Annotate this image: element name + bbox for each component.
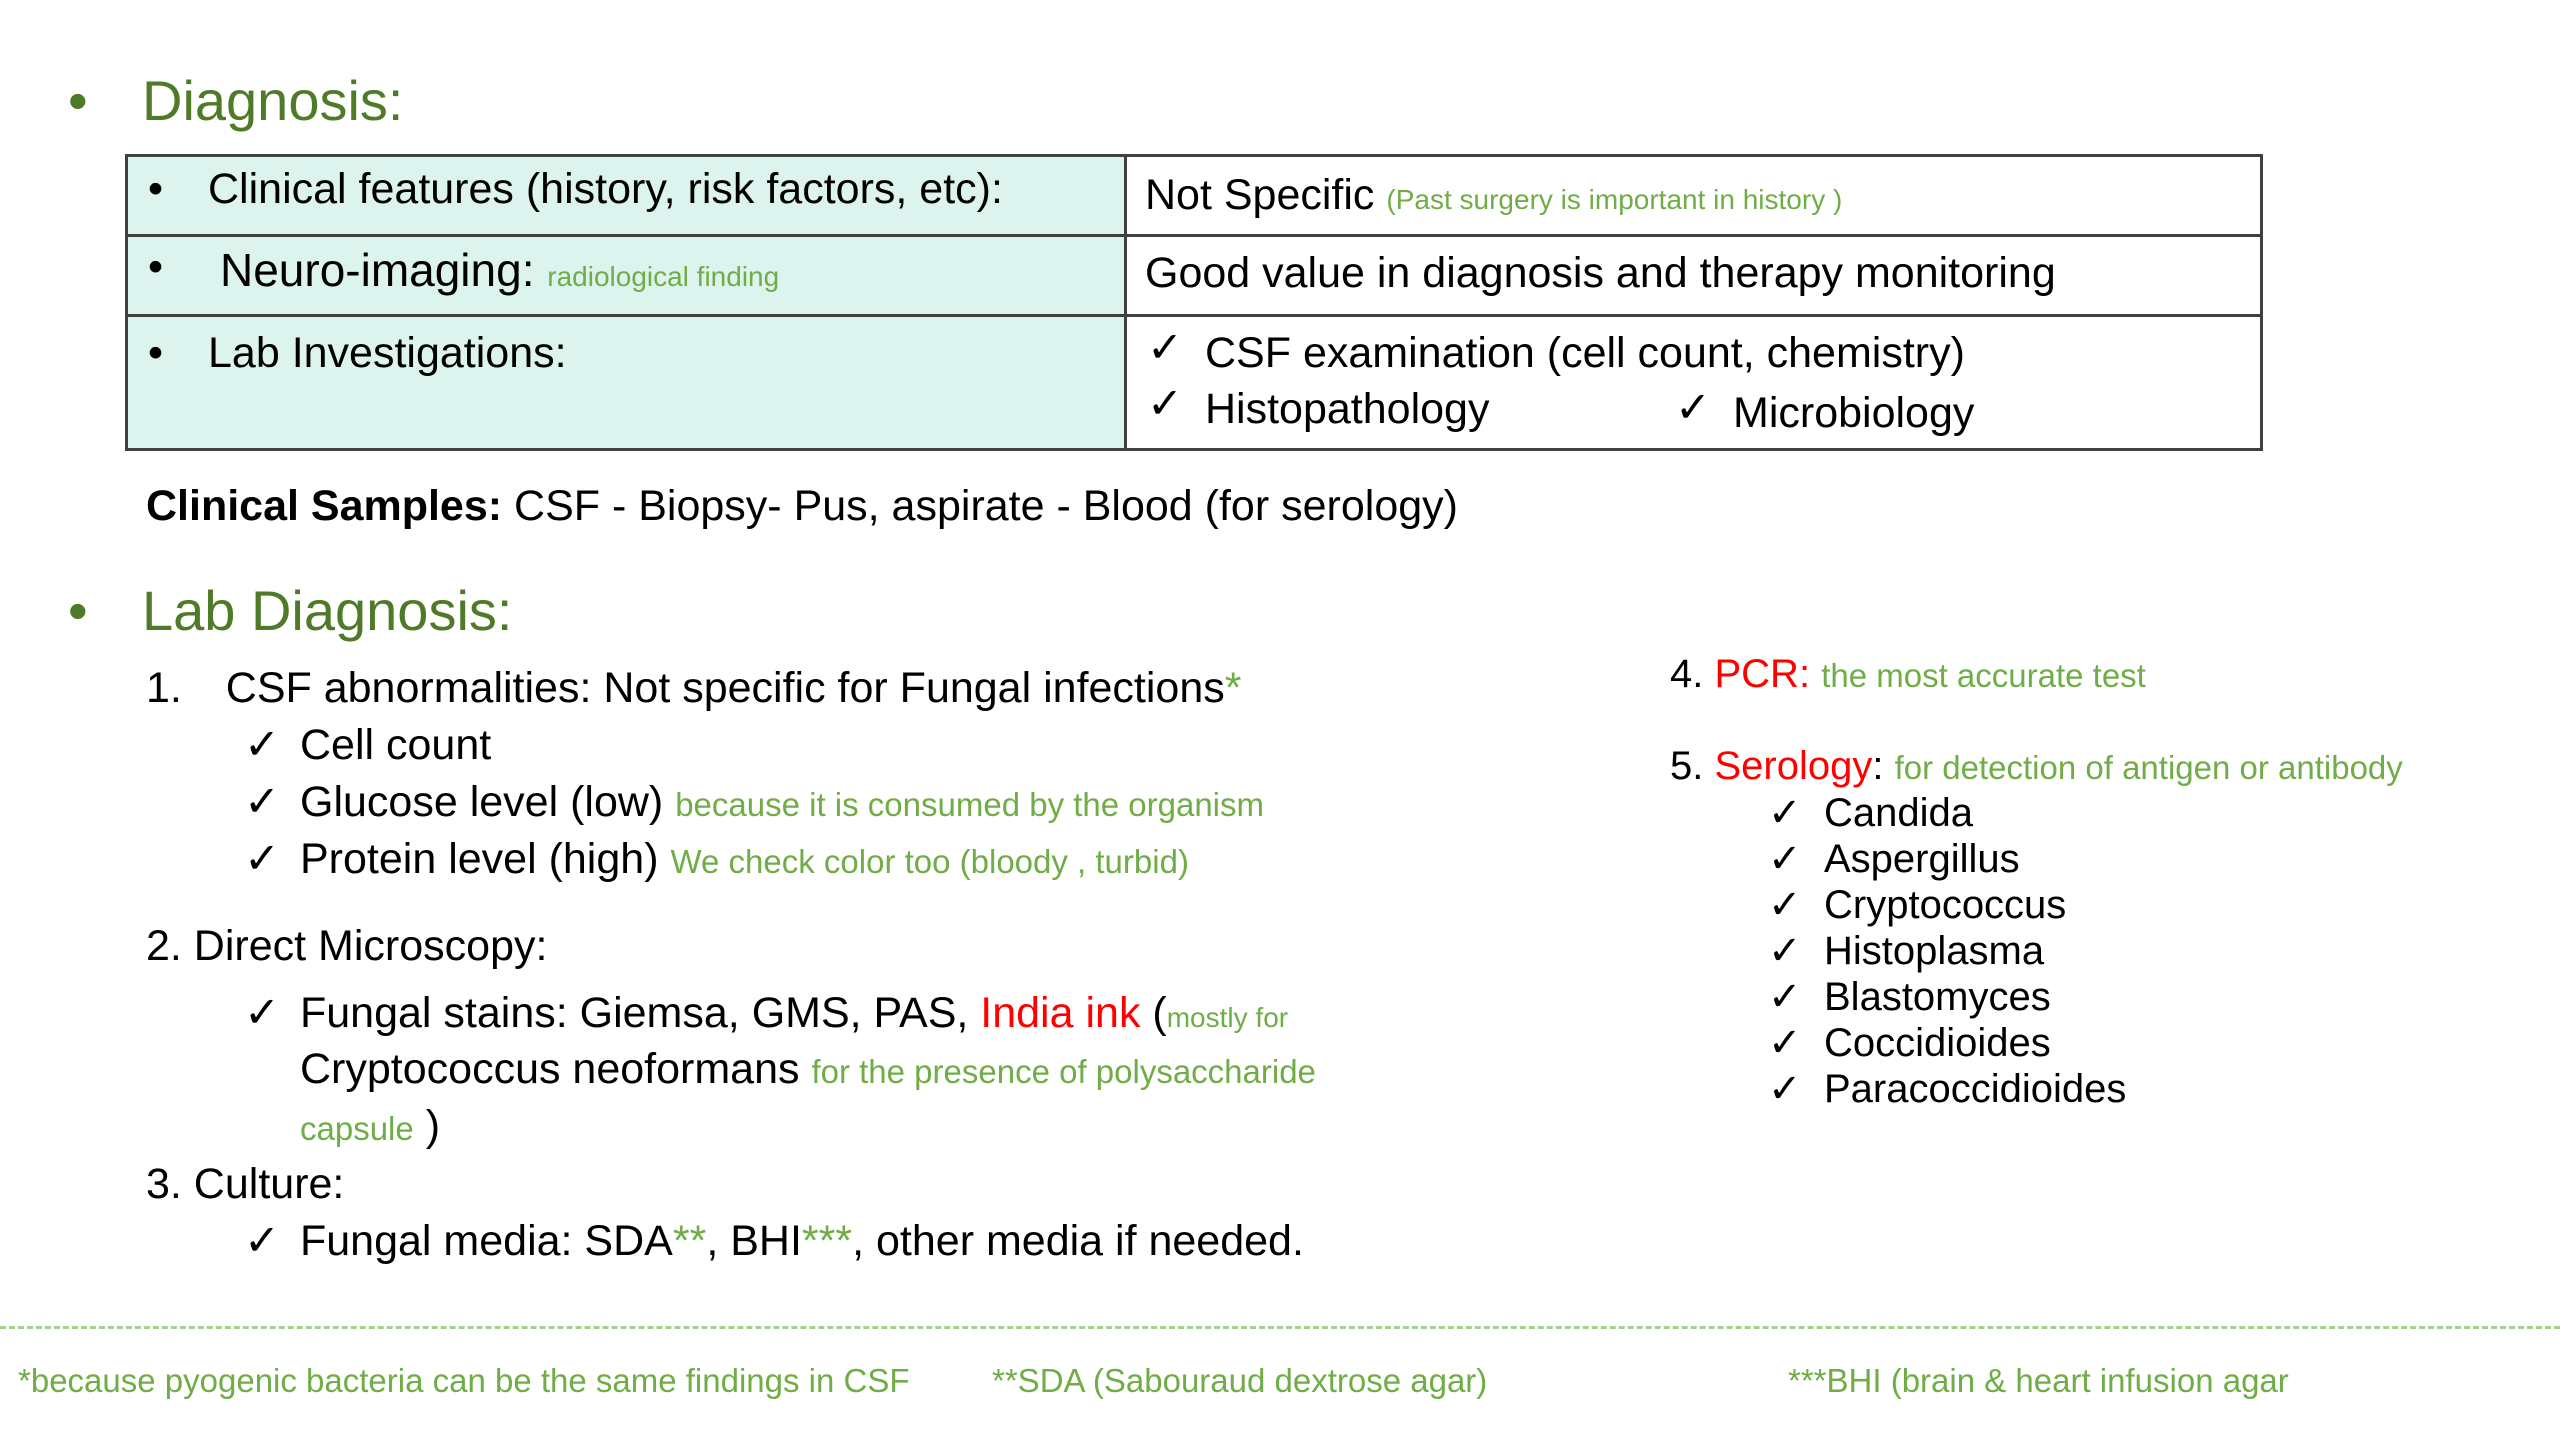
sda-stars: **: [672, 1217, 707, 1265]
check-icon: ✓: [1147, 380, 1184, 428]
table-cell: [1126, 316, 2262, 450]
past-surgery-note: (Past surgery is important in history ): [1386, 184, 1843, 215]
check-icon: ✓: [244, 835, 281, 883]
pcr-line: [1670, 652, 2146, 697]
media-prefix: Fungal media: SDA: [300, 1217, 673, 1265]
list-item: [1768, 882, 2066, 928]
check-icon: ✓: [1768, 791, 1802, 835]
table-cell: [127, 156, 1126, 236]
clinical-features-label: Clinical features (history, risk factors, etc):: [208, 165, 1003, 213]
bullet: •: [148, 243, 164, 291]
direct-microscopy-title: 2. Direct Microscopy:: [146, 922, 548, 970]
serology-item: Aspergillus: [1824, 837, 2020, 881]
list-item: [1768, 974, 2051, 1020]
diagnosis-heading: Diagnosis:: [142, 69, 404, 132]
serology-note: for detection of antigen or antibody: [1894, 749, 2403, 786]
clinical-samples-label: Clinical Samples:: [146, 482, 503, 530]
glucose-note: because it is consumed by the organism: [675, 786, 1264, 823]
footnote-csf: *because pyogenic bacteria can be the same findings in CSF: [18, 1362, 910, 1399]
footnote-bhi: ***BHI (brain & heart infusion agar: [1788, 1362, 2289, 1399]
clinical-samples-text: CSF - Biopsy- Pus, aspirate - Blood (for serology): [502, 482, 1458, 530]
table-row: [127, 316, 2262, 450]
list-item: [1768, 790, 1973, 836]
crypto-line: [300, 1045, 1316, 1094]
crypto-text: Cryptococcus neoformans: [300, 1045, 800, 1093]
microbiology-item: Microbiology: [1733, 389, 1975, 437]
mostly-for-note: mostly for: [1166, 1002, 1289, 1033]
check-icon: ✓: [244, 778, 281, 826]
diagnosis-table: [125, 154, 2263, 451]
bhi-text: , BHI: [706, 1217, 802, 1265]
check-icon: ✓: [1768, 1021, 1802, 1065]
list-item: [244, 1216, 1304, 1266]
histopathology-item: Histopathology: [1205, 385, 1490, 433]
check-icon: ✓: [1675, 384, 1712, 432]
diagnosis-bullet: •: [68, 69, 88, 132]
check-icon: ✓: [1768, 837, 1802, 881]
check-icon: ✓: [1768, 1067, 1802, 1111]
media-suffix: , other media if needed.: [852, 1217, 1304, 1265]
csf-examination-item: CSF examination (cell count, chemistry): [1205, 329, 1965, 377]
pcr-note: the most accurate test: [1821, 657, 2146, 694]
table-cell: [127, 236, 1126, 316]
culture-title: 3. Culture:: [146, 1160, 345, 1208]
check-icon: ✓: [1147, 324, 1184, 372]
presence-note: for the presence of polysaccharide: [811, 1053, 1316, 1090]
serology-label: Serology: [1714, 744, 1873, 788]
footnote-sda: **SDA (Sabouraud dextrose agar): [992, 1362, 1488, 1399]
pcr-number: 4.: [1670, 652, 1704, 696]
glucose-item: Glucose level (low): [300, 778, 664, 826]
table-cell: [1126, 236, 2262, 316]
lab-diagnosis-bullet: •: [68, 579, 88, 642]
lab-diagnosis-heading: Lab Diagnosis:: [142, 579, 513, 642]
list-item: [244, 720, 491, 770]
bullet: •: [148, 165, 164, 213]
check-icon: ✓: [244, 989, 281, 1037]
serology-item: Coccidioides: [1824, 1021, 2051, 1065]
check-icon: ✓: [244, 721, 281, 769]
csf-abnormalities-line: [146, 664, 1242, 713]
paren-open: (: [1140, 989, 1167, 1037]
serology-item: Histoplasma: [1824, 929, 2045, 973]
india-ink-text: India ink: [980, 989, 1141, 1037]
capsule-line: [300, 1102, 440, 1151]
serology-item: Blastomyces: [1824, 975, 2051, 1019]
protein-item: Protein level (high): [300, 835, 659, 883]
serology-item: Cryptococcus: [1824, 883, 2067, 927]
table-cell: [127, 316, 1126, 450]
csf-title: CSF abnormalities: Not specific for Fungal infections: [225, 664, 1225, 712]
not-specific-text: Not Specific: [1145, 171, 1375, 219]
cell-count-item: Cell count: [300, 721, 492, 769]
clinical-samples-line: [146, 482, 1458, 531]
check-icon: ✓: [1768, 975, 1802, 1019]
table-row: [127, 156, 2262, 236]
footer-divider: [0, 1326, 2560, 1329]
list-item: [244, 834, 1189, 884]
paren-close: ): [425, 1102, 441, 1150]
list-item: [244, 777, 1264, 827]
csf-star: *: [1224, 664, 1242, 712]
serology-line: [1670, 744, 2403, 789]
pcr-label: PCR:: [1714, 652, 1811, 696]
list-item: [1768, 1066, 2126, 1112]
check-icon: ✓: [1768, 929, 1802, 973]
bullet: •: [148, 329, 164, 377]
csf-number: 1.: [146, 664, 182, 712]
neuro-imaging-label: Neuro-imaging:: [220, 244, 535, 296]
serology-item: Paracoccidioides: [1824, 1067, 2127, 1111]
serology-item: Candida: [1824, 791, 1974, 835]
serology-colon: :: [1872, 744, 1884, 788]
capsule-note: capsule: [300, 1110, 414, 1147]
bhi-stars: ***: [801, 1217, 853, 1265]
check-icon: ✓: [244, 1217, 281, 1265]
lab-investigations-label: Lab Investigations:: [208, 329, 567, 377]
table-cell: [1126, 156, 2262, 236]
good-value-text: Good value in diagnosis and therapy monitoring: [1145, 249, 2056, 297]
stains-text: Fungal stains: Giemsa, GMS, PAS,: [300, 989, 981, 1037]
protein-note: We check color too (bloody , turbid): [670, 843, 1189, 880]
serology-number: 5.: [1670, 744, 1704, 788]
table-row: [127, 236, 2262, 316]
check-icon: ✓: [1768, 883, 1802, 927]
list-item: [1768, 836, 2020, 882]
list-item: [1768, 928, 2044, 974]
radiological-note: radiological finding: [547, 261, 780, 292]
list-item: [244, 988, 1288, 1038]
list-item: [1768, 1020, 2051, 1066]
